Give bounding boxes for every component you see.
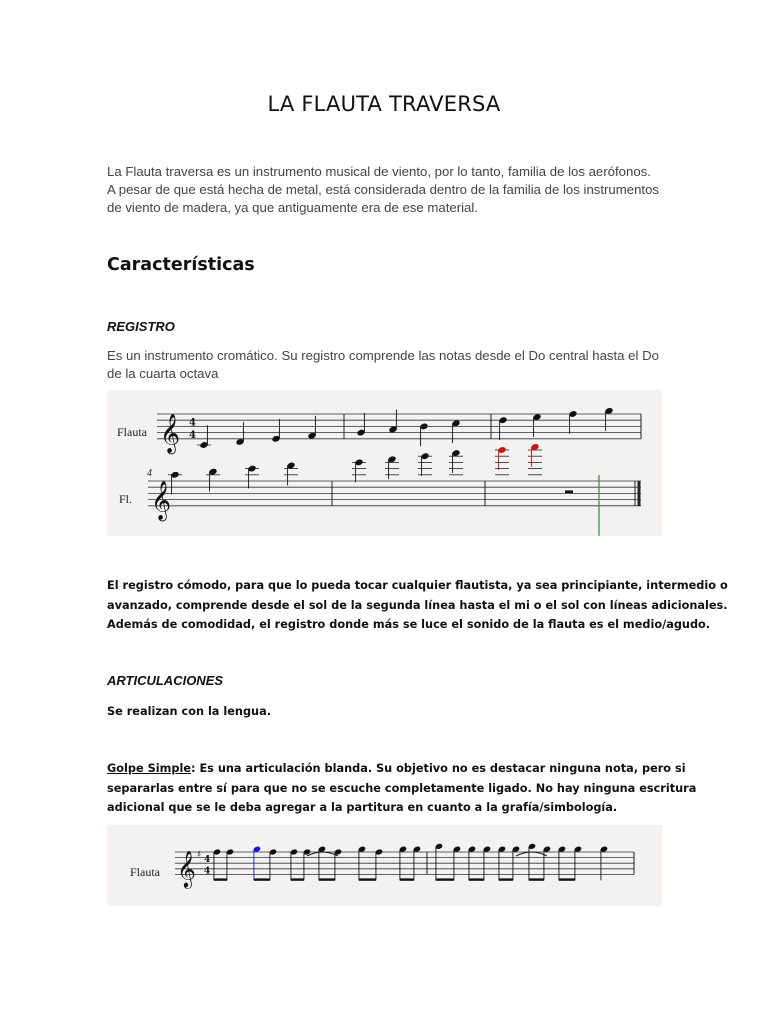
half-rest (565, 490, 573, 493)
articulaciones-heading: ARTICULACIONES (107, 673, 224, 688)
intro-paragraph (107, 163, 667, 217)
articulacion-score-svg (107, 825, 662, 906)
intro-line: de viento de madera, ya que antiguamente era de ese material. (107, 200, 478, 215)
articulaciones-text: Se realizan con la lengua. (107, 705, 271, 718)
measure-number: 4 (147, 468, 152, 479)
note-beam (254, 878, 270, 880)
note-beam (214, 878, 227, 880)
comfort-line: Además de comodidad, el registro donde más se luce el sonido de la flauta es el medio/agudo. (107, 618, 711, 631)
registro-heading: REGISTRO (107, 319, 175, 334)
golpe-simple-colon: : (191, 762, 196, 775)
time-signature-bottom: 4 (204, 866, 211, 877)
golpe-simple-line: separarlas entre sí para que no se escuche completamente ligado. No hay ninguna escritura (107, 781, 697, 795)
time-signature-bottom: 4 (189, 429, 196, 441)
intro-line: A pesar de que está hecha de metal, está considerada dentro de la familia de los instrumentos (107, 182, 660, 197)
note-beam (359, 878, 376, 880)
registro-paragraph (107, 347, 677, 383)
staff-label-flauta: Flauta (117, 425, 147, 439)
note-beam (319, 878, 335, 880)
treble-clef: 𝄞 (151, 480, 172, 521)
staff-label-fl: Fl. (119, 492, 133, 506)
registro-score (107, 390, 662, 536)
comfort-paragraph (107, 576, 728, 635)
slur (516, 852, 547, 856)
golpe-simple-paragraph (107, 759, 697, 818)
note-beam (469, 878, 484, 880)
time-signature-top: 4 (204, 855, 211, 866)
staff-label-flauta: Flauta (130, 865, 160, 879)
note-beam (291, 878, 304, 880)
intro-line: La Flauta traversa es un instrumento musical de viento, por lo tanto, familia de los aerófonos. (107, 164, 651, 179)
registro-score-svg (107, 390, 662, 536)
articulacion-score (107, 825, 662, 906)
note-beam (559, 878, 575, 880)
note-beam (529, 878, 544, 880)
treble-clef: 𝄞 (160, 413, 181, 454)
treble-clef: 𝄞 (177, 849, 196, 888)
golpe-simple-line: Es una articulación blanda. Su objetivo no es destacar ninguna nota, pero si (195, 762, 686, 775)
section-heading: Características (107, 255, 255, 275)
note-beam (436, 878, 454, 880)
comfort-line: avanzado, comprende desde el sol de la segunda línea hasta el mi o el sol con líneas adicionales. (107, 598, 728, 612)
document-title: LA FLAUTA TRAVERSA (267, 92, 501, 116)
golpe-simple-term: Golpe Simple (107, 762, 191, 775)
comfort-line: El registro cómodo, para que lo pueda tocar cualquier flautista, ya sea principiante, intermedio o (107, 579, 728, 592)
key-signature: ♯ (197, 850, 202, 861)
note-beam (400, 878, 414, 880)
note-beam (499, 878, 513, 880)
time-signature-top: 4 (189, 417, 196, 429)
registro-line: de la cuarta octava (107, 366, 219, 381)
golpe-simple-line: adicional que se le deba agregar a la partitura en cuanto a la grafía/simbología. (107, 801, 618, 814)
registro-line: Es un instrumento cromático. Su registro comprende las notas desde el Do central hasta el Do (107, 348, 659, 363)
slur (307, 852, 338, 856)
